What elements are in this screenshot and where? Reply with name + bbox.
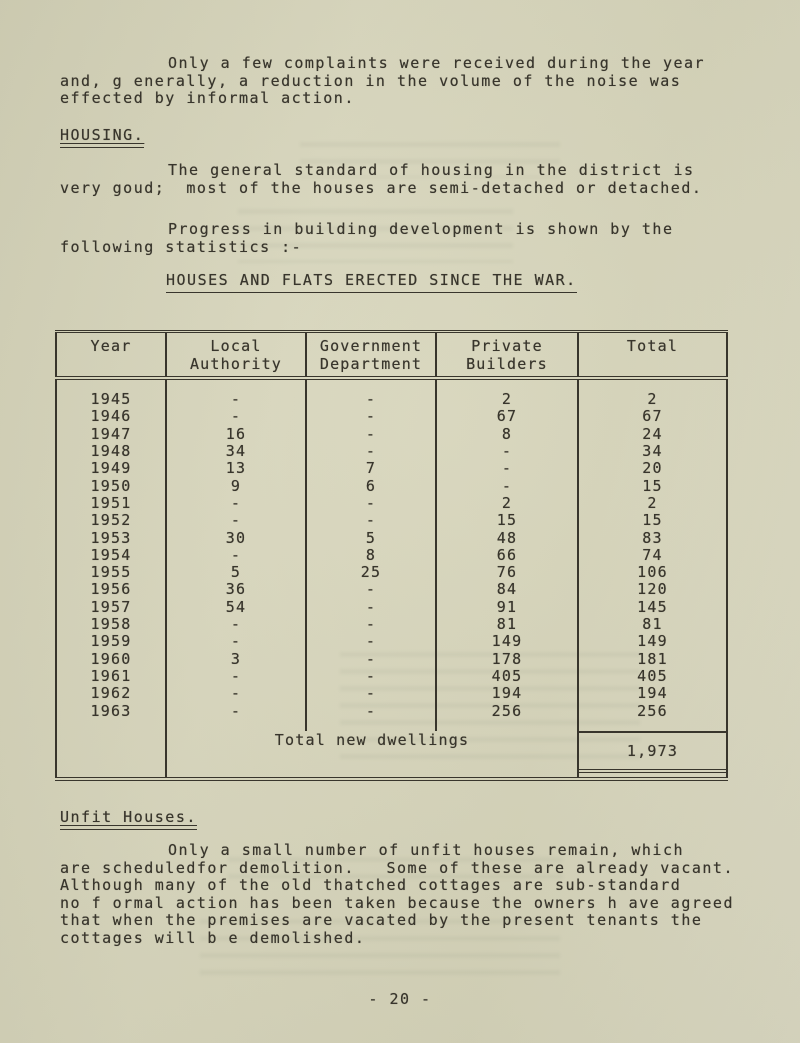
cell-total: 2	[578, 378, 727, 408]
houses-flats-table	[55, 330, 728, 781]
table-row	[56, 408, 727, 425]
cell-year: 1946	[56, 408, 166, 425]
cell-year: 1956	[56, 581, 166, 598]
cell-local-authority: 13	[166, 460, 306, 477]
progress-paragraph	[60, 221, 673, 256]
table-row	[56, 478, 727, 495]
text-line: cottages will b e demolished.	[60, 928, 366, 947]
cell-government-department: 25	[306, 564, 436, 581]
cell-local-authority: -	[166, 408, 306, 425]
text-line: The general standard of housing in the district is	[168, 161, 695, 179]
cell-government-department: -	[306, 685, 436, 702]
cell-total: 74	[578, 547, 727, 564]
cell-total: 81	[578, 616, 727, 633]
cell-total: 149	[578, 633, 727, 650]
cell-year: 1954	[56, 547, 166, 564]
table-row	[56, 599, 727, 616]
text-line: Only a small number of unfit houses remain, which	[168, 841, 685, 859]
cell-local-authority: 16	[166, 426, 306, 443]
cell-government-department: -	[306, 633, 436, 650]
cell-year: 1948	[56, 443, 166, 460]
cell-local-authority: 5	[166, 564, 306, 581]
cell-year: 1957	[56, 599, 166, 616]
cell-local-authority: 36	[166, 581, 306, 598]
cell-private-builders: 194	[436, 685, 578, 702]
cell-private-builders: 8	[436, 426, 578, 443]
cell-total: 83	[578, 530, 727, 547]
cell-government-department: 8	[306, 547, 436, 564]
text-line: Department	[319, 354, 423, 373]
cell-private-builders: -	[436, 478, 578, 495]
text-line: Although many of the old thatched cottages are sub-standard	[60, 876, 682, 895]
cell-private-builders: 91	[436, 599, 578, 616]
text-line: that when the premises are vacated by the present tenants the	[60, 911, 703, 930]
cell-private-builders: -	[436, 443, 578, 460]
unfit-houses-heading-text: Unfit Houses.	[60, 809, 197, 830]
cell-total: 20	[578, 460, 727, 477]
cell-year: 1952	[56, 512, 166, 529]
table-row	[56, 460, 727, 477]
cell-total: 24	[578, 426, 727, 443]
cell-local-authority: -	[166, 547, 306, 564]
cell-private-builders: -	[436, 460, 578, 477]
cell-private-builders: 256	[436, 703, 578, 731]
col-header-government-department	[306, 332, 436, 379]
cell-private-builders: 66	[436, 547, 578, 564]
cell-government-department: -	[306, 703, 436, 731]
cell-local-authority: 30	[166, 530, 306, 547]
cell-total: 67	[578, 408, 727, 425]
col-header-private-builders	[436, 332, 578, 379]
table-row	[56, 668, 727, 685]
text-line: very goud; most of the houses are semi-detached or detached.	[60, 178, 703, 197]
cell-total: 106	[578, 564, 727, 581]
table-header-row	[56, 332, 727, 379]
cell-government-department: 6	[306, 478, 436, 495]
cell-year: 1960	[56, 651, 166, 668]
cell-total: 15	[578, 478, 727, 495]
cell-year: 1950	[56, 478, 166, 495]
cell-total: 194	[578, 685, 727, 702]
table-row	[56, 685, 727, 702]
table-row	[56, 512, 727, 529]
cell-government-department: -	[306, 512, 436, 529]
cell-year: 1955	[56, 564, 166, 581]
cell-local-authority: -	[166, 512, 306, 529]
cell-government-department: -	[306, 408, 436, 425]
text-line: Authority	[189, 354, 283, 373]
cell-government-department: 5	[306, 530, 436, 547]
total-row-value-cell	[578, 731, 727, 779]
text-line: Only a few complaints were received during the year	[168, 54, 706, 72]
cell-local-authority: 34	[166, 443, 306, 460]
cell-local-authority: 54	[166, 599, 306, 616]
text-line: Total	[626, 337, 679, 355]
table-total-row	[56, 731, 727, 779]
cell-government-department: -	[306, 426, 436, 443]
cell-private-builders: 81	[436, 616, 578, 633]
cell-year: 1963	[56, 703, 166, 731]
cell-total: 34	[578, 443, 727, 460]
text-line: no f ormal action has been taken because the owners h ave agreed	[60, 893, 734, 912]
cell-year: 1945	[56, 378, 166, 408]
cell-private-builders: 2	[436, 378, 578, 408]
cell-year: 1959	[56, 633, 166, 650]
table-row	[56, 378, 727, 408]
table-row	[56, 616, 727, 633]
table-row	[56, 581, 727, 598]
text-line: are scheduledfor demolition. Some of these are already vacant.	[60, 858, 734, 877]
col-header-total	[578, 332, 727, 379]
table-row	[56, 443, 727, 460]
cell-local-authority: -	[166, 685, 306, 702]
cell-government-department: -	[306, 599, 436, 616]
table-row	[56, 633, 727, 650]
housing-heading	[60, 127, 144, 148]
housing-standard-paragraph	[60, 162, 702, 197]
cell-private-builders: 405	[436, 668, 578, 685]
cell-government-department: -	[306, 443, 436, 460]
table-row	[56, 495, 727, 512]
cell-year: 1951	[56, 495, 166, 512]
cell-government-department: -	[306, 581, 436, 598]
text-line: Progress in building development is shown by the	[168, 220, 674, 238]
cell-local-authority: -	[166, 668, 306, 685]
cell-private-builders: 15	[436, 512, 578, 529]
text-line: Year	[90, 337, 132, 355]
cell-government-department: -	[306, 495, 436, 512]
cell-year: 1962	[56, 685, 166, 702]
intro-paragraph	[60, 55, 705, 108]
cell-year: 1961	[56, 668, 166, 685]
total-row-spacer	[56, 731, 166, 779]
table-row	[56, 703, 727, 731]
col-header-year	[56, 332, 166, 379]
cell-local-authority: 9	[166, 478, 306, 495]
cell-private-builders: 84	[436, 581, 578, 598]
text-line: Local	[210, 337, 262, 355]
text-line: and, g enerally, a reduction in the volume of the noise was	[60, 71, 682, 90]
cell-total: 2	[578, 495, 727, 512]
cell-year: 1958	[56, 616, 166, 633]
cell-year: 1947	[56, 426, 166, 443]
cell-local-authority: 3	[166, 651, 306, 668]
unfit-houses-heading	[60, 809, 197, 830]
cell-local-authority: -	[166, 633, 306, 650]
table-row	[56, 564, 727, 581]
cell-total: 405	[578, 668, 727, 685]
table-row	[56, 426, 727, 443]
table-title	[166, 272, 577, 293]
cell-government-department: -	[306, 378, 436, 408]
cell-local-authority: -	[166, 616, 306, 633]
cell-total: 120	[578, 581, 727, 598]
text-line: effected by informal action.	[60, 89, 355, 108]
table-row	[56, 651, 727, 668]
cell-total: 15	[578, 512, 727, 529]
cell-private-builders: 2	[436, 495, 578, 512]
cell-private-builders: 76	[436, 564, 578, 581]
total-row-value: 1,973	[579, 731, 726, 773]
table-title-text: HOUSES AND FLATS ERECTED SINCE THE WAR.	[166, 272, 577, 293]
text-line: Private	[471, 337, 543, 355]
cell-private-builders: 178	[436, 651, 578, 668]
cell-total: 181	[578, 651, 727, 668]
cell-private-builders: 48	[436, 530, 578, 547]
cell-total: 145	[578, 599, 727, 616]
cell-local-authority: -	[166, 495, 306, 512]
cell-government-department: -	[306, 651, 436, 668]
unfit-houses-paragraph	[60, 842, 734, 948]
table-body	[56, 378, 727, 731]
cell-government-department: 7	[306, 460, 436, 477]
cell-local-authority: -	[166, 378, 306, 408]
page-number: - 20 -	[368, 990, 432, 1008]
total-row-label: Total new dwellings	[166, 731, 578, 779]
text-line: following statistics :-	[60, 237, 303, 256]
text-line: Builders	[466, 354, 548, 373]
cell-private-builders: 67	[436, 408, 578, 425]
housing-heading-text: HOUSING.	[60, 127, 144, 148]
cell-government-department: -	[306, 668, 436, 685]
cell-government-department: -	[306, 616, 436, 633]
col-header-local-authority	[166, 332, 306, 379]
text-line: Government	[319, 337, 423, 355]
cell-year: 1953	[56, 530, 166, 547]
cell-private-builders: 149	[436, 633, 578, 650]
table-row	[56, 530, 727, 547]
cell-year: 1949	[56, 460, 166, 477]
cell-total: 256	[578, 703, 727, 731]
cell-local-authority: -	[166, 703, 306, 731]
table-row	[56, 547, 727, 564]
